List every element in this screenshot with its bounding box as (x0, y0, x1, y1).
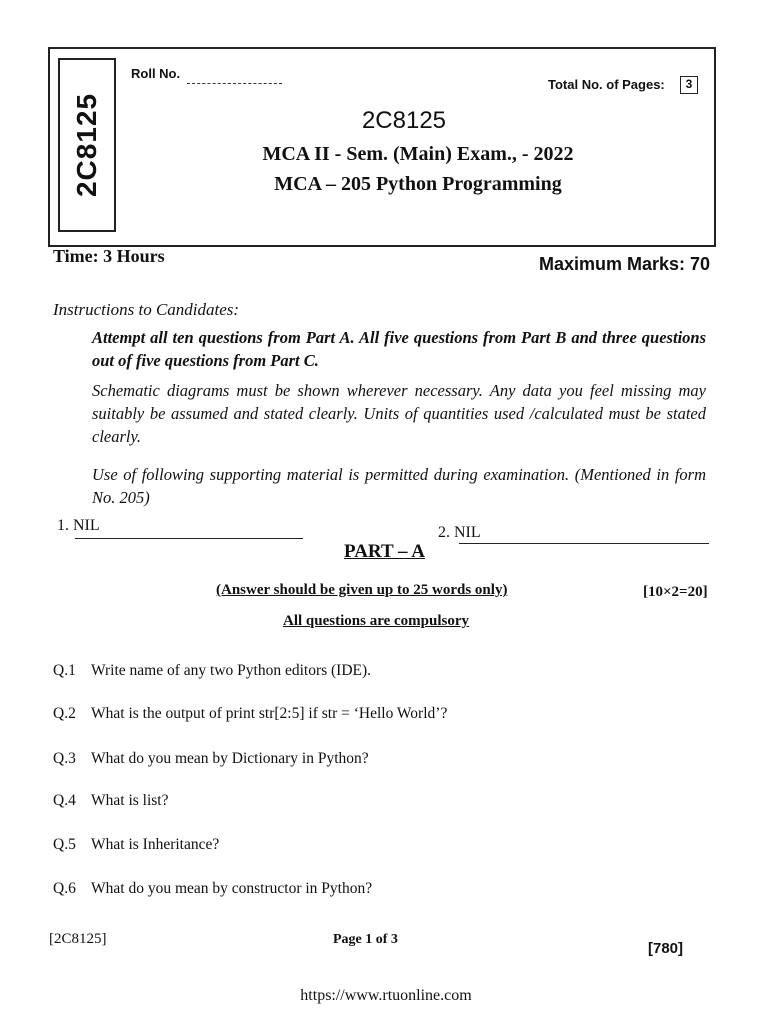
question-number: Q.5 (53, 836, 76, 853)
part-a-answer-note: (Answer should be given up to 25 words only) (216, 582, 508, 598)
footer-number: [780] (648, 940, 684, 957)
question-number: Q.1 (53, 662, 76, 679)
question-text: What is Inheritance? (91, 836, 220, 853)
vertical-paper-code: 2C8125 (71, 92, 102, 198)
question-item (53, 662, 371, 680)
question-number: Q.6 (53, 880, 76, 897)
time-allowed: Time: 3 Hours (53, 246, 165, 266)
footer-paper-code: [2C8125] (49, 931, 107, 947)
exam-title: MCA II - Sem. (Main) Exam., - 2022 (262, 143, 574, 165)
question-item (53, 836, 219, 854)
subject-title: MCA – 205 Python Programming (274, 173, 562, 195)
question-text: Write name of any two Python editors (IDE). (91, 662, 372, 679)
question-item (53, 792, 169, 810)
instructions-heading: Instructions to Candidates: (53, 300, 240, 319)
source-url: https://www.rtuonline.com (300, 987, 472, 1004)
question-item (53, 750, 369, 768)
roll-no-line (187, 83, 282, 84)
instruction-1: Attempt all ten questions from Part A. All five questions from Part B and three questions out of five questions from Part C. (92, 328, 706, 370)
footer-page-number: Page 1 of 3 (333, 932, 398, 947)
material-item-2-line (459, 543, 709, 544)
question-item (53, 880, 372, 898)
part-a-marks: [10×2=20] (643, 584, 708, 600)
question-text: What do you mean by constructor in Python? (91, 880, 373, 897)
part-a-compulsory-note: All questions are compulsory (283, 613, 469, 629)
question-number: Q.4 (53, 792, 76, 809)
total-pages-label: Total No. of Pages: (548, 77, 665, 92)
paper-code: 2C8125 (361, 107, 447, 134)
question-text: What do you mean by Dictionary in Python? (91, 750, 369, 767)
instruction-2: Schematic diagrams must be shown wherever necessary. Any data you feel missing may suitably be assumed and stated clearly. Units of quantities used /calculated must be stated clearly. (92, 381, 706, 446)
roll-no-label: Roll No. (131, 66, 181, 81)
question-text: What is list? (91, 792, 169, 809)
question-item (53, 705, 447, 723)
question-text: What is the output of print str[2:5] if str = ‘Hello World’? (91, 705, 448, 722)
total-pages-value: 3 (680, 76, 698, 94)
instruction-3: Use of following supporting material is permitted during examination. (Mentioned in form No. 205) (92, 465, 706, 507)
material-item-1-line (75, 538, 303, 539)
question-number: Q.2 (53, 705, 76, 722)
material-item-1: 1. NIL (57, 517, 100, 534)
part-a-title: PART – A (344, 541, 425, 562)
material-item-2: 2. NIL (438, 524, 481, 541)
question-number: Q.3 (53, 750, 76, 767)
maximum-marks: Maximum Marks: 70 (539, 254, 711, 274)
